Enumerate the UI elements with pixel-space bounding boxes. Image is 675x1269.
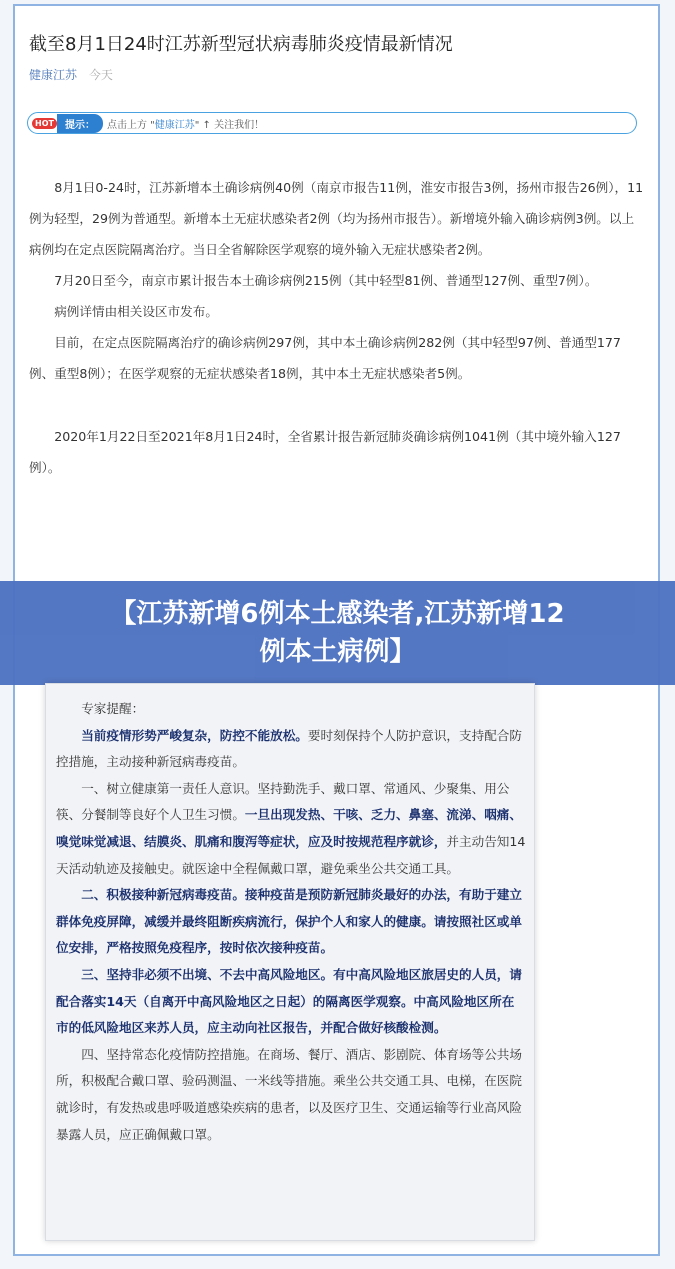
notice-p3-bold: 二、积极接种新冠病毒疫苗。接种疫苗是预防新冠肺炎最好的办法，有助于建立群体免疫屏障，减缓并最终阻断疾病流行，保护个人和家人的健康。请按照社区或单位安排，严格按照免疫程序，按时依次接种疫苗。 xyxy=(56,887,522,956)
notice-para-1 xyxy=(56,723,526,776)
publish-date: 今天 xyxy=(88,68,113,82)
paragraph-details-note: 病例详情由相关设区市发布。 xyxy=(54,304,218,319)
notice-p2-text: 一、树立健康第一责任人意识。坚持勤洗手、戴口罩、常通风、少聚集、用公筷、分餐制等良好个人卫生习惯。 xyxy=(56,780,510,823)
paragraph-gap xyxy=(29,389,644,421)
tip-pre-text: 点击上方 " xyxy=(106,119,155,131)
notice-p1-text: 要时刻保持个人防护意识，支持配合防控措施，主动接种新冠病毒疫苗。 xyxy=(56,727,522,770)
notice-p4-bold: 三、坚持非必须不出境、不去中高风险地区。有中高风险地区旅居史的人员，请配合落实14天（自离开中高风险地区之日起）的隔离医学观察。中高风险地区所在市的低风险地区来苏人员，应主动向社区报告，并配合做好核酸检测。 xyxy=(56,966,522,1036)
follow-tip-bar xyxy=(27,112,637,134)
expert-notice-content xyxy=(56,696,526,1148)
expert-notice-card xyxy=(45,683,535,1241)
paragraph-cumulative: 2020年1月22日至2021年8月1日24时，全省累计报告新冠肺炎确诊病例1041例（其中境外输入127例）。 xyxy=(29,429,621,475)
notice-p2-bold: 一旦出现发热、干咳、乏力、鼻塞、流涕、咽痛、嗅觉味觉减退、结膜炎、肌痛和腹泻等症状，应及时按规范程序就诊， xyxy=(56,807,522,849)
notice-para-3 xyxy=(56,882,526,962)
notice-para-2 xyxy=(56,776,526,882)
paragraph-new-cases: 8月1日0-24时，江苏新增本土确诊病例40例（南京市报告11例，淮安市报告3例，扬州市报告26例），11例为轻型，29例为普通型。新增本土无症状感染者2例（均为扬州市报告）。新增境外输入确诊病例3例。以上病例均在定点医院隔离治疗。当日全省解除医学观察的境外输入无症状感染者2例。 xyxy=(29,180,644,257)
tip-label: 提示： xyxy=(57,114,103,133)
article-body xyxy=(29,172,644,483)
tip-post-text: " ↑ 关注我们！ xyxy=(194,119,265,131)
headline-banner xyxy=(0,581,675,685)
paragraph-nanjing-total: 7月20日至今，南京市累计报告本土确诊病例215例（其中轻型81例、普通型127例、重型7例）。 xyxy=(54,273,598,288)
tip-account-link[interactable]: 健康江苏 xyxy=(154,119,195,131)
notice-p1-bold: 当前疫情形势严峻复杂，防控不能放松。 xyxy=(81,727,308,743)
article-meta xyxy=(29,66,113,83)
notice-para-5: 四、坚持常态化疫情防控措施。在商场、餐厅、酒店、影剧院、体育场等公共场所，积极配合戴口罩、验码测温、一米线等措施。乘坐公共交通工具、电梯，在医院就诊时，有发热或患呼吸道感染疾病的患者，以及医疗卫生、交通运输等行业高风险暴露人员，应正确佩戴口罩。 xyxy=(56,1046,522,1142)
banner-line-1: 【江苏新增6例本土感染者,江苏新增12 xyxy=(110,599,565,629)
notice-para-4 xyxy=(56,962,526,1042)
article-title: 截至8月1日24时江苏新型冠状病毒肺炎疫情最新情况 xyxy=(29,34,453,55)
banner-line-2: 例本土病例】 xyxy=(259,637,416,667)
notice-heading: 专家提醒： xyxy=(81,701,145,716)
notice-p2-rest: 并主动告知14天活动轨迹及接触史。就医途中全程佩戴口罩，避免乘坐公共交通工具。 xyxy=(56,833,526,876)
source-link[interactable]: 健康江苏 xyxy=(29,68,78,82)
paragraph-current-treatment: 目前，在定点医院隔离治疗的确诊病例297例，其中本土确诊病例282例（其中轻型97例、普通型177例、重型8例）；在医学观察的无症状感染者18例，其中本土无症状感染者5例。 xyxy=(29,335,621,381)
hot-badge: HOT xyxy=(32,118,57,129)
